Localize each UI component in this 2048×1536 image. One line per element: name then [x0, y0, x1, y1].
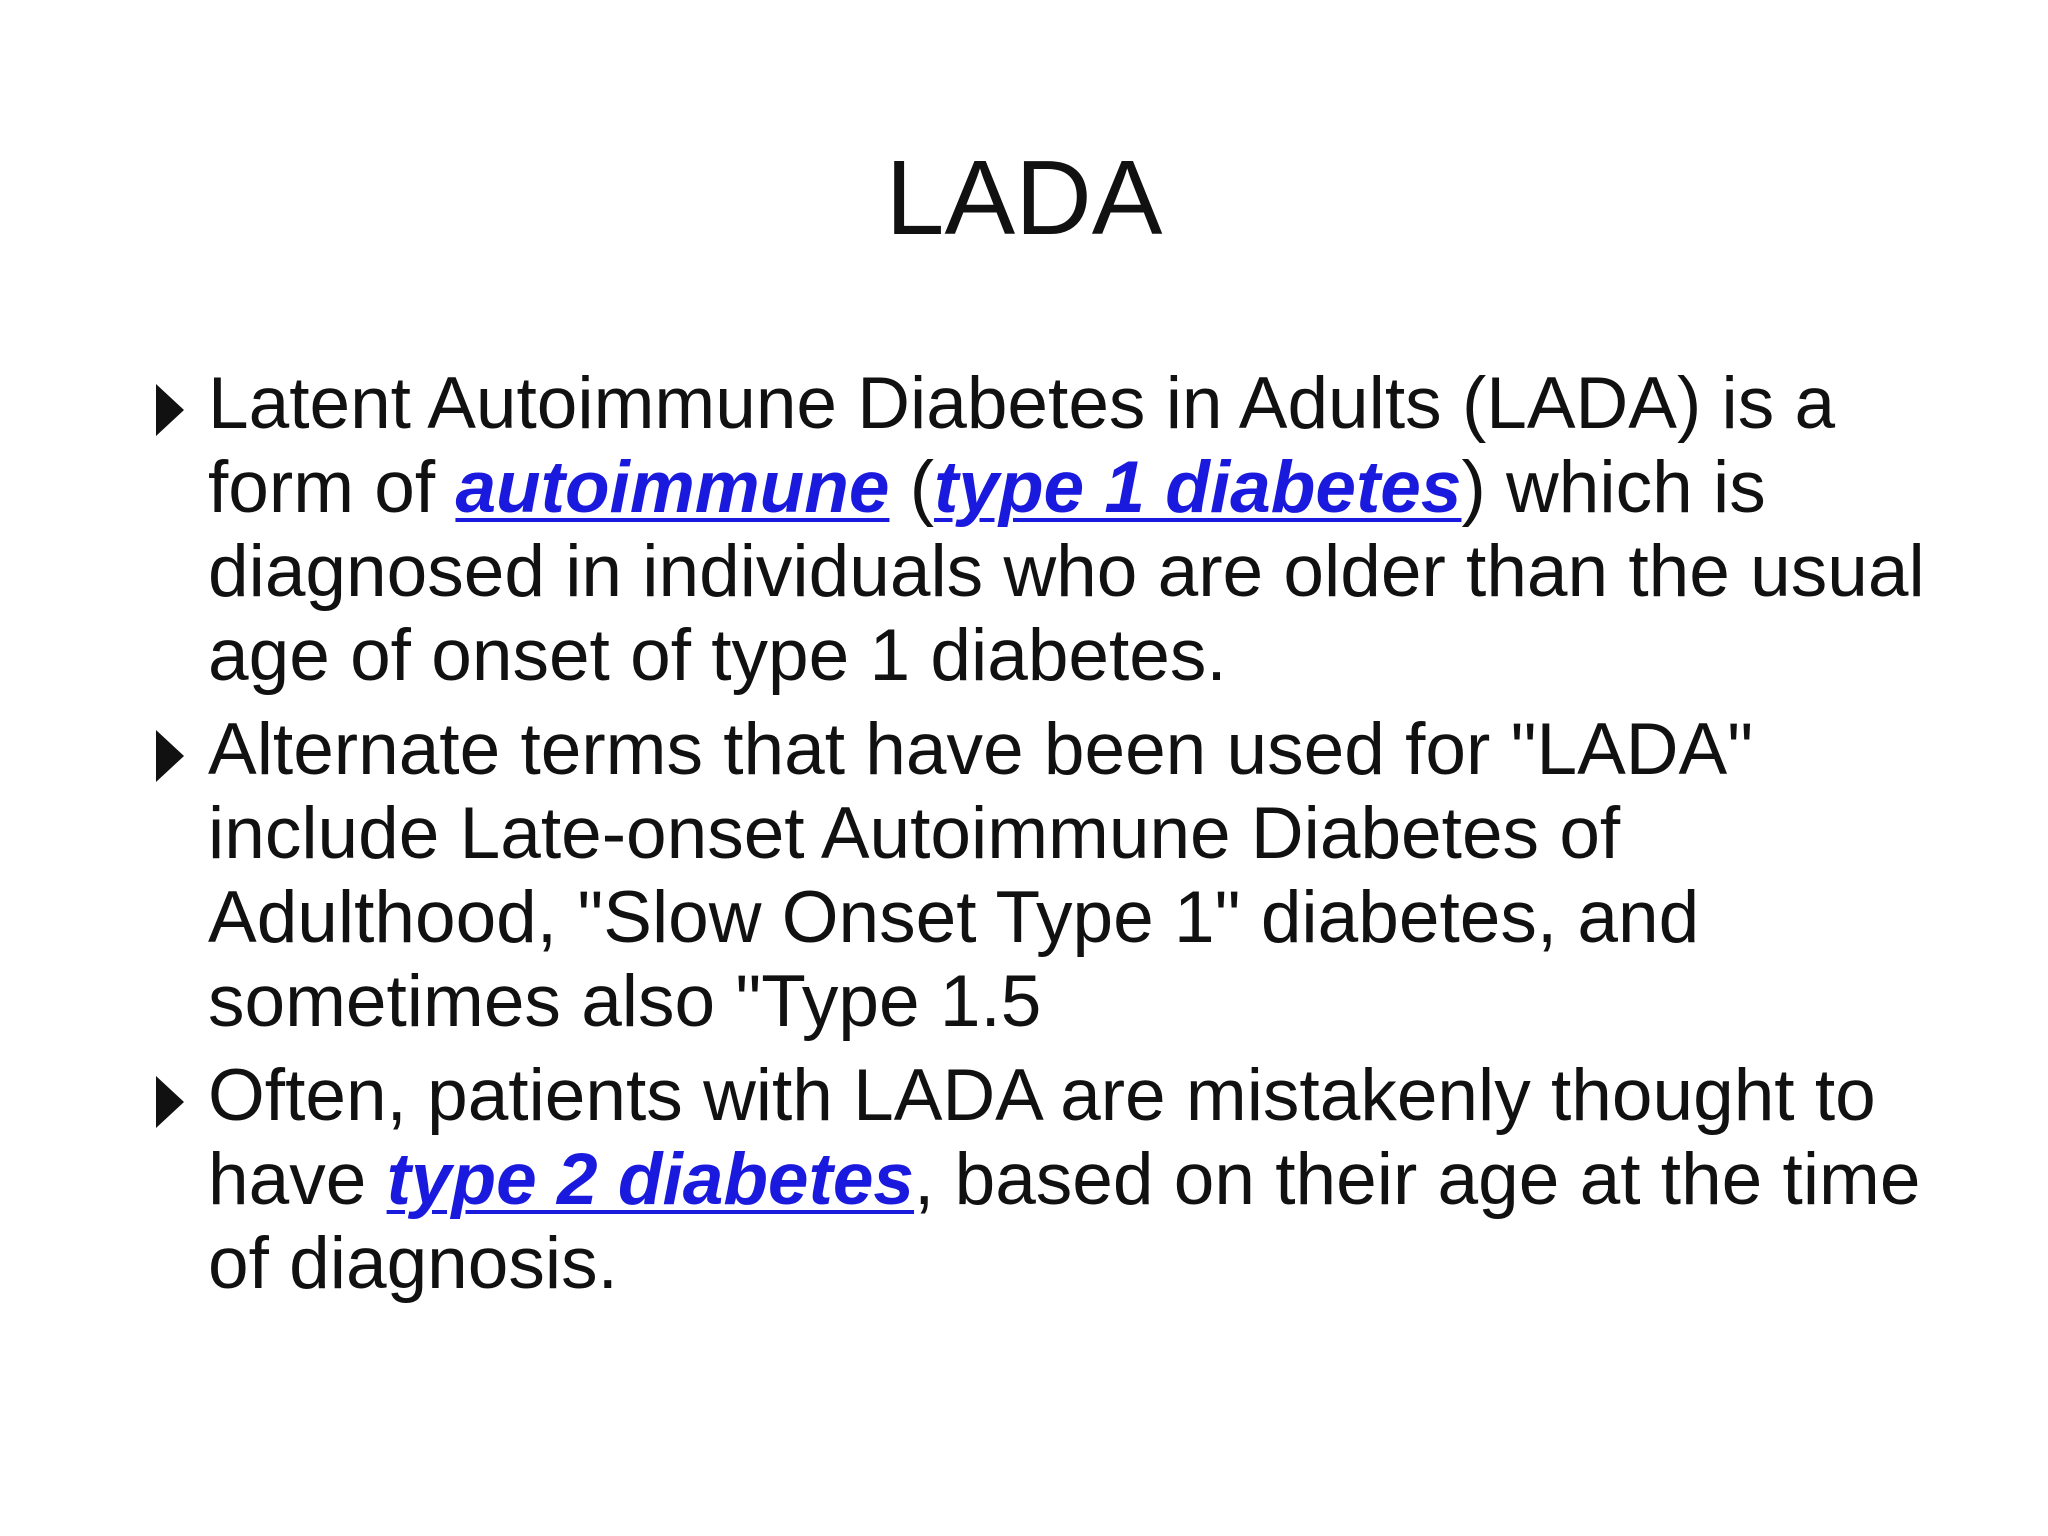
type-1-diabetes-link[interactable]: type 1 diabetes — [934, 447, 1462, 528]
bullet-item-1 — [150, 362, 1940, 698]
triangle-right-icon — [156, 1076, 184, 1128]
autoimmune-link[interactable]: autoimmune — [455, 447, 890, 528]
type-2-diabetes-link[interactable]: type 2 diabetes — [386, 1139, 915, 1220]
bullet-2-text: Alternate terms that have been used for "LADA" include Late-onset Autoimmune Diabetes of Adulthood, "Slow Onset Type 1" diabetes, and sometimes also "Type 1.5 — [208, 709, 1754, 1042]
bullet-item-3 — [150, 1054, 1940, 1306]
bullet-1-text-mid: ( — [889, 447, 935, 528]
triangle-right-icon — [156, 730, 184, 782]
triangle-right-icon — [156, 384, 184, 436]
bullet-list — [150, 362, 1940, 1316]
bullet-3-text-after: , based on their age at the time of diagnosis. — [208, 1139, 1921, 1304]
slide-title: LADA — [885, 139, 1163, 257]
bullet-1-text-before: Latent Autoimmune Diabetes in Adults (LADA) is a form of — [208, 363, 1836, 528]
bullet-item-2 — [150, 708, 1940, 1044]
bullet-3-text-before: Often, patients with LADA are mistakenly thought to have — [208, 1055, 1876, 1220]
bullet-1-text-after: ) which is diagnosed in individuals who are older than the usual age of onset of type 1 diabetes. — [208, 447, 1925, 696]
